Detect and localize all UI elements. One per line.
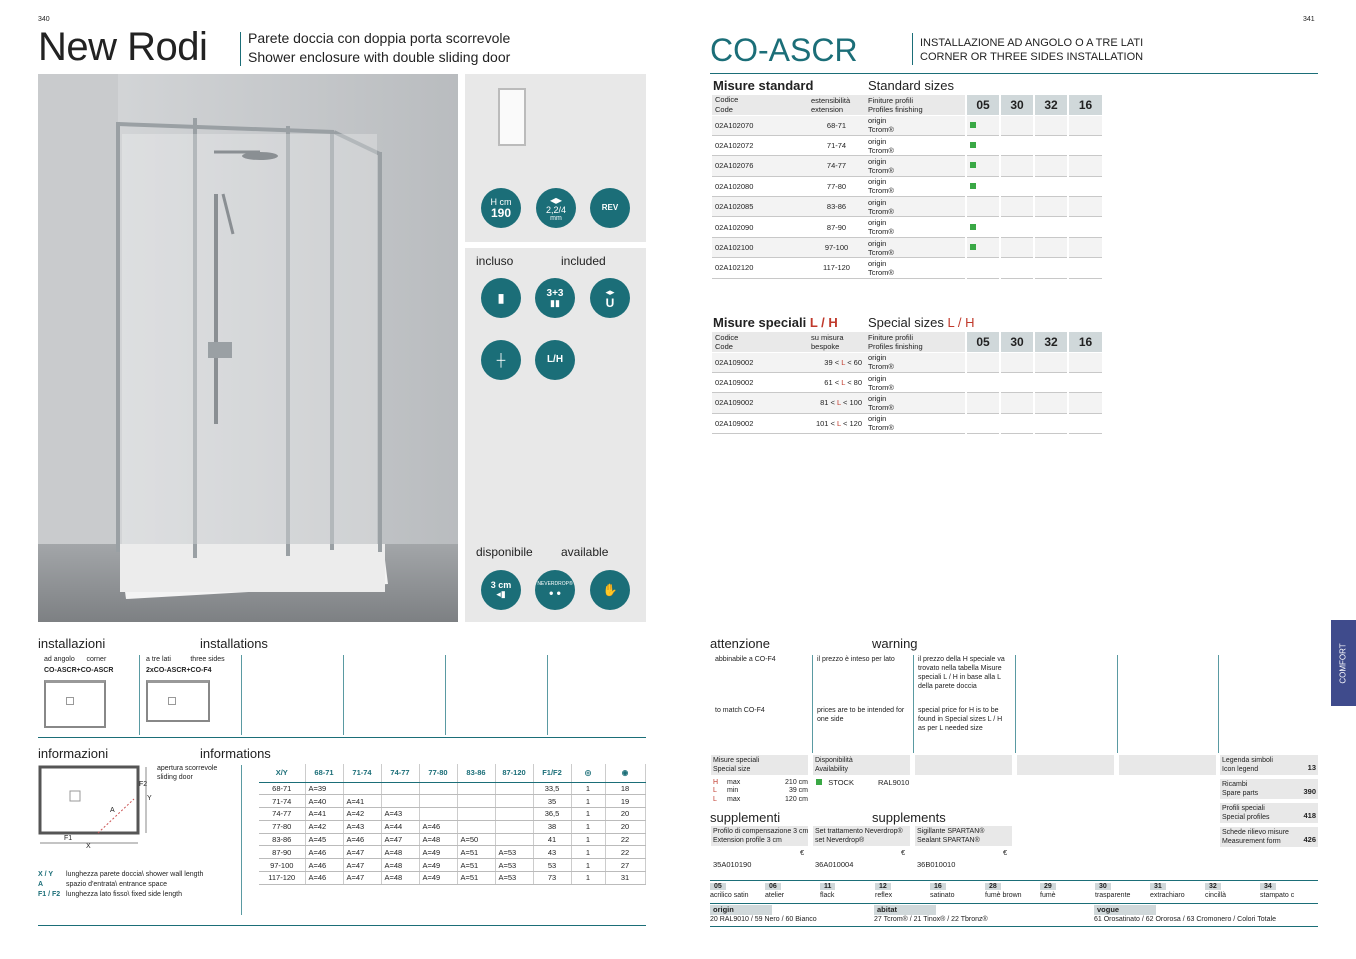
section-tab[interactable]: COMFORT xyxy=(1331,620,1356,706)
availability-header: Disponibilità Availability xyxy=(815,757,853,774)
table-row: 97-100 A=46 A=47 A=48 A=49 A=51 A=53 53 1 27 xyxy=(259,859,645,872)
warning-special-it: il prezzo della H speciale va trovato nella tabella Misure speciali L / H in base alla L della parete doccia xyxy=(918,656,1005,691)
warning-title-en: warning xyxy=(872,636,918,651)
profile-finishes: origin 20 RAL9010 / 59 Nero / 60 Bianco abitat 27 Tcrom® / 21 Tinox® / 22 Tbronz® vogue 61 Orosatinato / 62 Ororosa / 63 Cromonero / Colori Totale xyxy=(710,905,1276,923)
subtitle-en: Shower enclosure with double sliding door xyxy=(248,49,511,65)
table-row: 77-80 A=42 A=43 A=44 A=46 38 1 20 xyxy=(259,820,645,833)
extension-icon: ◂▸ 2,2/4 mm xyxy=(536,188,576,228)
label-f1: F1 xyxy=(64,835,73,842)
standard-sizes-title-en: Standard sizes xyxy=(868,78,954,93)
handle-icon: ◂▸ U xyxy=(590,278,630,318)
special-size-header: Misure speciali Special size xyxy=(713,757,760,774)
supplement-sealant: Sigillante SPARTAN® Sealant SPARTAN® xyxy=(917,828,985,845)
install-three-sides-label: a tre lati three sides xyxy=(146,656,225,663)
warning-title-it: attenzione xyxy=(710,636,770,651)
table-row: 74-77 A=41 A=42 A=43 36,5 1 20 xyxy=(259,808,645,821)
label-f2: F2 xyxy=(139,781,148,788)
supplement-neverdrop: Set trattamento Neverdrop® set Neverdrop® xyxy=(815,828,903,845)
warning-special-en: special price for H is to be found in Special sizes L / H as per L needed size xyxy=(918,707,1003,733)
stock-indicator xyxy=(966,135,1000,155)
install-corner-code: CO-ASCR+CO-ASCR xyxy=(44,667,114,674)
info-table: X/Y 68-71 71-74 74-77 77-80 83-86 87-120 F1/F2 ◎ ◉ 68-71 A=39 33,5 1 18 71-74 A=40 A=41 35 1 19 74-77 A=41 A=42 A=43 36,5 1 20 77-80 A=42 A=43 A=44 A=46 38 1 20 83-86 A=45 A=46 A=47 A=48 A=50 41 1 22 87-90 A=46 A=47 A=48 A=49 A=51 A=53 43 1 22 97-100 A=46 A=47 A=48 A=49 A=51 A=53 53 1 27 117-120 A=46 A=47 A=48 A=49 A=51 A=53 73 1 31 xyxy=(259,764,646,885)
installations-title-en: installations xyxy=(200,636,268,651)
special-sizes-table: Codice Code su misura bespoke Finiture profili Profiles finishing 05 30 32 16 02A109002 39 < L < 60 origin Tcrom® 02A109002 61 < L < 80 origin Tcrom® 02A109002 81 < L < 100 origin Tcrom® 02A109002 101 < L < 120 origin Tcrom® xyxy=(712,332,1102,434)
warning-match-en: to match CO-F4 xyxy=(715,707,765,714)
table-row: 87-90 A=46 A=47 A=48 A=49 A=51 A=53 43 1 22 xyxy=(259,846,645,859)
extension-3cm-icon: 3 cm ◂▮ xyxy=(481,570,521,610)
stock-ral: RAL9010 xyxy=(878,778,910,787)
stock-indicator xyxy=(966,115,1000,135)
warning-match-it: abbinabile a CO-F4 xyxy=(715,656,776,663)
label-a: A xyxy=(110,807,115,814)
product-photo xyxy=(38,74,458,622)
stock-indicator xyxy=(966,156,1000,176)
neverdrop-icon: NEVERDROP® • • xyxy=(535,570,575,610)
currency-3: € xyxy=(1003,848,1008,857)
label-x: X xyxy=(86,843,91,850)
supplement-extension: Profilo di compensazione 3 cm Extension profile 3 cm xyxy=(713,828,809,845)
page-number-right: 341 xyxy=(1303,16,1315,23)
table-row: 02A109002 81 < L < 100 origin Tcrom® xyxy=(712,393,1102,413)
product-thumbnail xyxy=(498,88,526,146)
dimension-diagram xyxy=(38,763,153,853)
table-row: 02A102070 68-71 origin Tcrom® xyxy=(712,115,1102,135)
info-title-en: informations xyxy=(200,746,271,761)
stock-indicator xyxy=(966,237,1000,257)
height-icon: H cm 190 xyxy=(481,188,521,228)
table-row: 117-120 A=46 A=47 A=48 A=49 A=51 A=53 73 1 31 xyxy=(259,872,645,885)
page-number-left: 340 xyxy=(38,16,50,23)
door-type: apertura scorrevole sliding door xyxy=(157,765,218,782)
supplements-title-en: supplements xyxy=(872,810,946,825)
page-title: New Rodi xyxy=(38,25,208,69)
special-size-values: H max 210 cm L min 39 cm L max 120 cm xyxy=(713,779,808,803)
special-sizes-title-it: Misure speciali L / H xyxy=(713,315,838,330)
stock-indicator xyxy=(966,217,1000,237)
install-corner-label: ad angolo corner xyxy=(44,656,107,663)
model-code: CO-ASCR xyxy=(710,32,858,68)
warning-price-it: il prezzo è inteso per lato xyxy=(817,656,895,663)
info-title-it: informazioni xyxy=(38,746,109,761)
table-row: 02A102090 87-90 origin Tcrom® xyxy=(712,217,1102,237)
currency-2: € xyxy=(901,848,906,857)
table-row: 02A102072 71-74 origin Tcrom® xyxy=(712,135,1102,155)
install-type-en: CORNER OR THREE SIDES INSTALLATION xyxy=(920,51,1144,63)
table-row: 02A102076 74-77 origin Tcrom® xyxy=(712,156,1102,176)
supplement-code-1: 35A010190 xyxy=(713,860,752,869)
included-label-it: incluso xyxy=(476,254,514,268)
install-three-sides-code: 2xCO-ASCR+CO-F4 xyxy=(146,667,212,674)
reversible-icon: REV xyxy=(590,188,630,228)
table-row: 68-71 A=39 33,5 1 18 xyxy=(259,782,645,795)
cleaning-icon: ✋ xyxy=(590,570,630,610)
stock-availability: STOCK xyxy=(816,778,854,788)
included-label-en: included xyxy=(561,254,606,268)
reference-legend: Legenda simboli Icon legend 13 Ricambi Spare parts 390 Profili speciali Special profiles 418 Schede rilievo misure Measurement form 426 xyxy=(1222,757,1316,846)
table-row: 02A102085 83-86 origin Tcrom® xyxy=(712,197,1102,217)
subtitle-it: Parete doccia con doppia porta scorrevole xyxy=(248,30,511,46)
standard-sizes-title-it: Misure standard xyxy=(713,78,814,93)
corner-icon: ┼ xyxy=(481,340,521,380)
supplement-code-3: 36B010010 xyxy=(917,860,956,869)
glass-icon: 3+3 ▮▮ xyxy=(535,278,575,318)
table-row: 02A109002 101 < L < 120 origin Tcrom® xyxy=(712,413,1102,433)
table-row: 02A109002 61 < L < 80 origin Tcrom® xyxy=(712,372,1102,392)
label-y: Y xyxy=(147,795,152,802)
info-legend: X / Y lunghezza parete doccia\ shower wall length A spazio d'entrata\ entrance space F1 / F2 lunghezza lato fisso\ fixed side length xyxy=(38,871,204,899)
special-sizes-title-en: Special sizes L / H xyxy=(868,315,975,330)
table-row: 02A102100 97-100 origin Tcrom® xyxy=(712,237,1102,257)
available-label-it: disponibile xyxy=(476,545,533,559)
table-row: 71-74 A=40 A=41 35 1 19 xyxy=(259,795,645,808)
profile-icon: ▮ xyxy=(481,278,521,318)
supplement-code-2: 36A010004 xyxy=(815,860,854,869)
currency-1: € xyxy=(800,848,805,857)
installations-title-it: installazioni xyxy=(38,636,106,651)
stock-indicator xyxy=(966,176,1000,196)
standard-sizes-table: Codice Code estensibilità extension Finiture profili Profiles finishing 05 30 32 16 02A102070 68-71 origin Tcrom® 02A102072 71-74 origin Tcrom® 02A102076 74-77 origin Tcrom® 02A102080 77-80 origin Tcrom® 02A102085 83-86 origin Tcrom® 02A102090 87-90 origin Tcrom® 02A102100 97-100 origin Tcrom® 02A102120 117-120 origin Tcrom® xyxy=(712,95,1102,279)
install-corner-diagram xyxy=(44,680,106,728)
install-three-sides-diagram xyxy=(146,680,210,722)
table-row: 02A109002 39 < L < 60 origin Tcrom® xyxy=(712,352,1102,372)
supplements-title-it: supplementi xyxy=(710,810,781,825)
table-row: 83-86 A=45 A=46 A=47 A=48 A=50 41 1 22 xyxy=(259,833,645,846)
table-row: 02A102080 77-80 origin Tcrom® xyxy=(712,176,1102,196)
warning-price-en: prices are to be intended for one side xyxy=(817,707,905,724)
lh-icon: L/H xyxy=(535,340,575,380)
glass-finishes: 05 acrilico satin 06 atelier 11 flack 12 reflex 16 satinato 28 fumè brown 29 fumè 30 trasparente 31 extrachiaro 32 cincillà 34 stampato c xyxy=(710,883,1295,900)
install-type-it: INSTALLAZIONE AD ANGOLO O A TRE LATI xyxy=(920,37,1144,49)
available-label-en: available xyxy=(561,545,609,559)
table-row: 02A102120 117-120 origin Tcrom® xyxy=(712,258,1102,278)
